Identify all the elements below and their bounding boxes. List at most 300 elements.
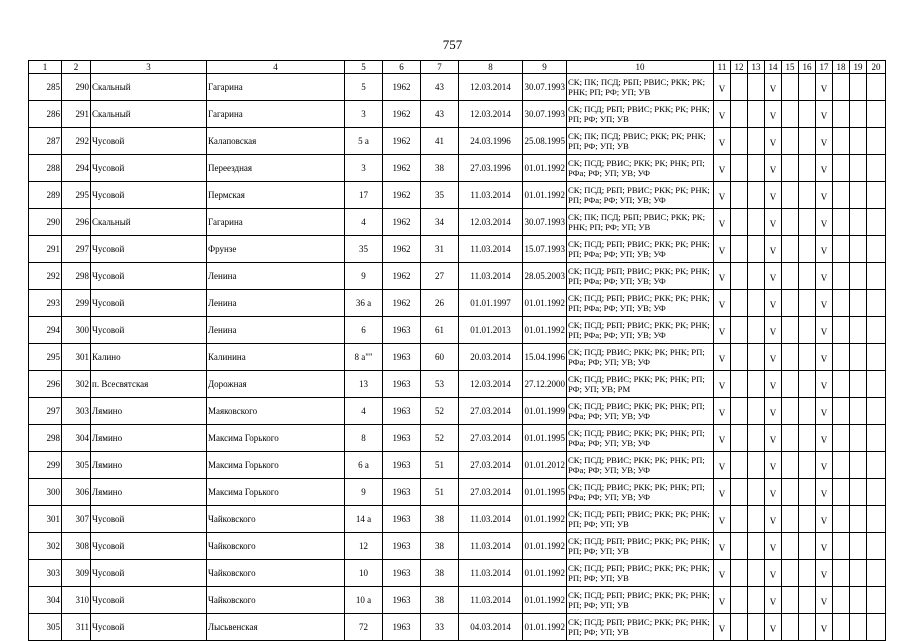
wear-percent-cell: 53	[421, 371, 459, 398]
mark-cell	[731, 128, 748, 155]
survey-date-cell: 12.03.2014	[459, 74, 523, 101]
house-id-cell: 310	[62, 587, 91, 614]
mark-cell	[867, 371, 886, 398]
column-header: 3	[91, 61, 207, 74]
row-number-cell: 287	[29, 128, 62, 155]
privatization-date-cell: 01.01.1992	[523, 290, 567, 317]
table-row	[29, 479, 886, 506]
house-number-cell: 36 а	[345, 290, 383, 317]
settlement-cell: Чусовой	[91, 128, 207, 155]
house-number-cell: 14 а	[345, 506, 383, 533]
table-row	[29, 182, 886, 209]
mark-cell	[833, 344, 850, 371]
build-year-cell: 1962	[383, 290, 421, 317]
mark-cell	[748, 560, 765, 587]
house-id-cell: 309	[62, 560, 91, 587]
mark-cell	[867, 560, 886, 587]
mark-cell	[748, 209, 765, 236]
build-year-cell: 1963	[383, 317, 421, 344]
build-year-cell: 1963	[383, 506, 421, 533]
mark-cell	[748, 128, 765, 155]
mark-cell	[748, 398, 765, 425]
street-cell: Гагарина	[207, 101, 345, 128]
mark-cell	[731, 398, 748, 425]
mark-cell	[833, 560, 850, 587]
privatization-date-cell: 01.01.1995	[523, 479, 567, 506]
street-cell: Чайковского	[207, 506, 345, 533]
mark-cell	[867, 155, 886, 182]
mark-cell	[850, 182, 867, 209]
mark-cell	[748, 182, 765, 209]
mark-cell	[731, 560, 748, 587]
work-types-cell: СК; ПСД; РБП; РВИС; РКК; РК; РНК; РП; РФ; УП; УВ	[567, 587, 714, 614]
row-number-cell: 300	[29, 479, 62, 506]
mark-cell: V	[714, 614, 731, 641]
privatization-date-cell: 15.07.1993	[523, 236, 567, 263]
settlement-cell: Чусовой	[91, 155, 207, 182]
mark-cell: V	[765, 317, 782, 344]
mark-cell: V	[765, 452, 782, 479]
mark-cell: V	[714, 128, 731, 155]
privatization-date-cell: 01.01.1995	[523, 425, 567, 452]
mark-cell	[748, 344, 765, 371]
survey-date-cell: 12.03.2014	[459, 101, 523, 128]
mark-cell	[850, 344, 867, 371]
street-cell: Переездная	[207, 155, 345, 182]
mark-cell: V	[816, 506, 833, 533]
mark-cell: V	[765, 344, 782, 371]
wear-percent-cell: 52	[421, 425, 459, 452]
mark-cell	[748, 371, 765, 398]
mark-cell	[867, 614, 886, 641]
mark-cell: V	[816, 479, 833, 506]
mark-cell	[867, 479, 886, 506]
mark-cell: V	[765, 398, 782, 425]
work-types-cell: СК; ПСД; РВИС; РКК; РК; РНК; РП; РФ; УП; УВ; РМ	[567, 371, 714, 398]
mark-cell	[799, 128, 816, 155]
mark-cell	[833, 290, 850, 317]
wear-percent-cell: 34	[421, 209, 459, 236]
survey-date-cell: 27.03.2014	[459, 425, 523, 452]
privatization-date-cell: 01.01.1992	[523, 506, 567, 533]
house-id-cell: 297	[62, 236, 91, 263]
wear-percent-cell: 35	[421, 182, 459, 209]
street-cell: Ленина	[207, 290, 345, 317]
mark-cell	[799, 209, 816, 236]
table-row	[29, 371, 886, 398]
mark-cell	[799, 398, 816, 425]
column-header: 9	[523, 61, 567, 74]
work-types-cell: СК; ПСД; РВИС; РКК; РК; РНК; РП; РФа; РФ; УП; УВ; УФ	[567, 452, 714, 479]
work-types-cell: СК; ПСД; РВИС; РКК; РК; РНК; РП; РФа; РФ; УП; УВ; УФ	[567, 344, 714, 371]
mark-cell	[731, 371, 748, 398]
table-row	[29, 344, 886, 371]
column-header: 10	[567, 61, 714, 74]
column-header: 11	[714, 61, 731, 74]
column-header: 16	[799, 61, 816, 74]
mark-cell	[799, 317, 816, 344]
mark-cell: V	[714, 236, 731, 263]
row-number-cell: 291	[29, 236, 62, 263]
house-id-cell: 306	[62, 479, 91, 506]
mark-cell	[850, 101, 867, 128]
house-id-cell: 291	[62, 101, 91, 128]
mark-cell: V	[765, 371, 782, 398]
privatization-date-cell: 01.01.1992	[523, 533, 567, 560]
column-header: 12	[731, 61, 748, 74]
survey-date-cell: 11.03.2014	[459, 263, 523, 290]
survey-date-cell: 11.03.2014	[459, 587, 523, 614]
mark-cell	[799, 614, 816, 641]
house-number-cell: 9	[345, 479, 383, 506]
mark-cell: V	[714, 209, 731, 236]
settlement-cell: Лямино	[91, 479, 207, 506]
work-types-cell: СК; ПСД; РБП; РВИС; РКК; РК; РНК; РП; РФа; РФ; УП; УВ; УФ	[567, 290, 714, 317]
mark-cell	[782, 155, 799, 182]
table-row	[29, 398, 886, 425]
privatization-date-cell: 01.01.1992	[523, 560, 567, 587]
settlement-cell: Чусовой	[91, 587, 207, 614]
house-number-cell: 6 а	[345, 452, 383, 479]
house-id-cell: 296	[62, 209, 91, 236]
mark-cell: V	[765, 533, 782, 560]
mark-cell	[731, 506, 748, 533]
house-number-cell: 3	[345, 101, 383, 128]
mark-cell	[833, 587, 850, 614]
wear-percent-cell: 26	[421, 290, 459, 317]
mark-cell	[867, 128, 886, 155]
mark-cell	[731, 587, 748, 614]
work-types-cell: СК; ПСД; РБП; РВИС; РКК; РК; РНК; РП; РФа; РФ; УП; УВ; УФ	[567, 263, 714, 290]
build-year-cell: 1963	[383, 614, 421, 641]
mark-cell	[782, 614, 799, 641]
mark-cell: V	[765, 560, 782, 587]
settlement-cell: Чусовой	[91, 533, 207, 560]
mark-cell	[731, 317, 748, 344]
mark-cell: V	[765, 101, 782, 128]
row-number-cell: 303	[29, 560, 62, 587]
mark-cell	[850, 614, 867, 641]
street-cell: Калинина	[207, 344, 345, 371]
work-types-cell: СК; ПСД; РБП; РВИС; РКК; РК; РНК; РП; РФа; РФ; УП; УВ; УФ	[567, 182, 714, 209]
house-id-cell: 290	[62, 74, 91, 101]
build-year-cell: 1962	[383, 263, 421, 290]
mark-cell: V	[714, 425, 731, 452]
settlement-cell: Чусовой	[91, 317, 207, 344]
mark-cell	[799, 263, 816, 290]
house-id-cell: 299	[62, 290, 91, 317]
build-year-cell: 1962	[383, 236, 421, 263]
street-cell: Максима Горького	[207, 425, 345, 452]
build-year-cell: 1963	[383, 452, 421, 479]
mark-cell: V	[714, 533, 731, 560]
mark-cell: V	[816, 155, 833, 182]
wear-percent-cell: 38	[421, 560, 459, 587]
street-cell: Маяковского	[207, 398, 345, 425]
wear-percent-cell: 38	[421, 506, 459, 533]
mark-cell	[850, 506, 867, 533]
wear-percent-cell: 51	[421, 452, 459, 479]
survey-date-cell: 11.03.2014	[459, 236, 523, 263]
mark-cell	[833, 533, 850, 560]
survey-date-cell: 01.01.2013	[459, 317, 523, 344]
mark-cell	[731, 533, 748, 560]
mark-cell	[867, 452, 886, 479]
column-header: 20	[867, 61, 886, 74]
work-types-cell: СК; ПСД; РБП; РВИС; РКК; РК; РНК; РП; РФ; УП; УВ	[567, 614, 714, 641]
survey-date-cell: 24.03.1996	[459, 128, 523, 155]
build-year-cell: 1962	[383, 101, 421, 128]
mark-cell: V	[714, 263, 731, 290]
mark-cell: V	[765, 425, 782, 452]
mark-cell	[833, 155, 850, 182]
mark-cell	[833, 398, 850, 425]
house-number-cell: 8 а""	[345, 344, 383, 371]
settlement-cell: Скальный	[91, 74, 207, 101]
mark-cell	[867, 506, 886, 533]
mark-cell	[731, 101, 748, 128]
work-types-cell: СК; ПСД; РБП; РВИС; РКК; РК; РНК; РП; РФ; УП; УВ	[567, 533, 714, 560]
survey-date-cell: 20.03.2014	[459, 344, 523, 371]
privatization-date-cell: 01.01.1992	[523, 614, 567, 641]
row-number-cell: 299	[29, 452, 62, 479]
mark-cell	[748, 506, 765, 533]
mark-cell: V	[816, 452, 833, 479]
mark-cell	[867, 290, 886, 317]
housing-register-table	[28, 60, 886, 641]
wear-percent-cell: 38	[421, 587, 459, 614]
house-number-cell: 6	[345, 317, 383, 344]
work-types-cell: СК; ПСД; РВИС; РКК; РК; РНК; РП; РФа; РФ; УП; УВ; УФ	[567, 425, 714, 452]
survey-date-cell: 04.03.2014	[459, 614, 523, 641]
column-header: 7	[421, 61, 459, 74]
privatization-date-cell: 01.01.1992	[523, 155, 567, 182]
mark-cell	[782, 263, 799, 290]
survey-date-cell: 11.03.2014	[459, 533, 523, 560]
mark-cell	[833, 317, 850, 344]
mark-cell: V	[816, 533, 833, 560]
mark-cell	[748, 290, 765, 317]
mark-cell	[731, 479, 748, 506]
build-year-cell: 1963	[383, 533, 421, 560]
work-types-cell: СК; ПСД; РВИС; РКК; РК; РНК; РП; РФа; РФ; УП; УВ; УФ	[567, 155, 714, 182]
house-id-cell: 307	[62, 506, 91, 533]
mark-cell	[748, 155, 765, 182]
settlement-cell: Лямино	[91, 425, 207, 452]
mark-cell: V	[765, 209, 782, 236]
mark-cell	[833, 128, 850, 155]
survey-date-cell: 27.03.2014	[459, 452, 523, 479]
privatization-date-cell: 28.05.2003	[523, 263, 567, 290]
mark-cell	[850, 587, 867, 614]
mark-cell	[867, 236, 886, 263]
mark-cell	[782, 101, 799, 128]
mark-cell: V	[816, 74, 833, 101]
mark-cell	[850, 425, 867, 452]
mark-cell	[850, 290, 867, 317]
table-row	[29, 452, 886, 479]
row-number-cell: 297	[29, 398, 62, 425]
mark-cell	[833, 371, 850, 398]
street-cell: Гагарина	[207, 209, 345, 236]
mark-cell: V	[816, 101, 833, 128]
mark-cell: V	[816, 236, 833, 263]
wear-percent-cell: 43	[421, 101, 459, 128]
mark-cell	[867, 344, 886, 371]
privatization-date-cell: 01.01.1992	[523, 182, 567, 209]
row-number-cell: 289	[29, 182, 62, 209]
mark-cell	[799, 452, 816, 479]
mark-cell	[850, 560, 867, 587]
survey-date-cell: 11.03.2014	[459, 182, 523, 209]
column-header: 1	[29, 61, 62, 74]
mark-cell	[867, 209, 886, 236]
privatization-date-cell: 15.04.1996	[523, 344, 567, 371]
privatization-date-cell: 01.01.1992	[523, 317, 567, 344]
privatization-date-cell: 30.07.1993	[523, 209, 567, 236]
mark-cell	[833, 506, 850, 533]
wear-percent-cell: 38	[421, 533, 459, 560]
mark-cell: V	[816, 182, 833, 209]
mark-cell: V	[714, 101, 731, 128]
mark-cell: V	[816, 614, 833, 641]
survey-date-cell: 27.03.2014	[459, 398, 523, 425]
wear-percent-cell: 41	[421, 128, 459, 155]
mark-cell	[731, 209, 748, 236]
row-number-cell: 296	[29, 371, 62, 398]
mark-cell	[850, 209, 867, 236]
work-types-cell: СК; ПСД; РБП; РВИС; РКК; РК; РНК; РП; РФ; УП; УВ	[567, 101, 714, 128]
house-number-cell: 10	[345, 560, 383, 587]
mark-cell	[850, 533, 867, 560]
survey-date-cell: 01.01.1997	[459, 290, 523, 317]
mark-cell	[850, 155, 867, 182]
house-number-cell: 35	[345, 236, 383, 263]
mark-cell	[850, 398, 867, 425]
column-header: 15	[782, 61, 799, 74]
house-number-cell: 4	[345, 398, 383, 425]
mark-cell: V	[816, 371, 833, 398]
house-id-cell: 301	[62, 344, 91, 371]
survey-date-cell: 27.03.2014	[459, 479, 523, 506]
wear-percent-cell: 31	[421, 236, 459, 263]
mark-cell	[731, 155, 748, 182]
column-number-row	[29, 61, 886, 74]
mark-cell	[799, 101, 816, 128]
work-types-cell: СК; ПСД; РБП; РВИС; РКК; РК; РНК; РП; РФа; РФ; УП; УВ; УФ	[567, 317, 714, 344]
mark-cell: V	[765, 155, 782, 182]
mark-cell	[850, 452, 867, 479]
mark-cell	[833, 614, 850, 641]
privatization-date-cell: 01.01.1999	[523, 398, 567, 425]
mark-cell: V	[816, 398, 833, 425]
mark-cell	[782, 560, 799, 587]
table-row	[29, 533, 886, 560]
mark-cell	[833, 425, 850, 452]
settlement-cell: Скальный	[91, 209, 207, 236]
build-year-cell: 1963	[383, 587, 421, 614]
mark-cell	[867, 533, 886, 560]
mark-cell	[731, 452, 748, 479]
build-year-cell: 1963	[383, 425, 421, 452]
house-id-cell: 292	[62, 128, 91, 155]
house-number-cell: 3	[345, 155, 383, 182]
street-cell: Чайковского	[207, 533, 345, 560]
column-header: 8	[459, 61, 523, 74]
mark-cell	[850, 236, 867, 263]
mark-cell	[799, 425, 816, 452]
mark-cell	[799, 182, 816, 209]
mark-cell: V	[816, 560, 833, 587]
table-row	[29, 317, 886, 344]
mark-cell	[867, 182, 886, 209]
mark-cell	[867, 74, 886, 101]
mark-cell	[833, 209, 850, 236]
table-row	[29, 209, 886, 236]
column-header: 17	[816, 61, 833, 74]
mark-cell	[748, 479, 765, 506]
house-id-cell: 294	[62, 155, 91, 182]
street-cell: Калаповская	[207, 128, 345, 155]
mark-cell	[799, 290, 816, 317]
settlement-cell: Чусовой	[91, 506, 207, 533]
table-row	[29, 155, 886, 182]
house-id-cell: 305	[62, 452, 91, 479]
build-year-cell: 1963	[383, 398, 421, 425]
mark-cell	[782, 344, 799, 371]
house-id-cell: 300	[62, 317, 91, 344]
mark-cell: V	[714, 317, 731, 344]
mark-cell	[782, 479, 799, 506]
privatization-date-cell: 30.07.1993	[523, 74, 567, 101]
mark-cell	[799, 74, 816, 101]
mark-cell: V	[714, 560, 731, 587]
mark-cell	[748, 452, 765, 479]
street-cell: Ленина	[207, 263, 345, 290]
mark-cell	[782, 317, 799, 344]
mark-cell	[799, 155, 816, 182]
survey-date-cell: 11.03.2014	[459, 506, 523, 533]
table-row	[29, 128, 886, 155]
mark-cell	[782, 290, 799, 317]
house-number-cell: 5 а	[345, 128, 383, 155]
work-types-cell: СК; ПСД; РБП; РВИС; РКК; РК; РНК; РП; РФ; УП; УВ	[567, 560, 714, 587]
row-number-cell: 302	[29, 533, 62, 560]
mark-cell	[782, 371, 799, 398]
house-number-cell: 5	[345, 74, 383, 101]
build-year-cell: 1963	[383, 560, 421, 587]
street-cell: Максима Горького	[207, 479, 345, 506]
mark-cell: V	[765, 236, 782, 263]
row-number-cell: 285	[29, 74, 62, 101]
row-number-cell: 298	[29, 425, 62, 452]
mark-cell	[782, 587, 799, 614]
street-cell: Пермская	[207, 182, 345, 209]
survey-date-cell: 11.03.2014	[459, 560, 523, 587]
house-number-cell: 8	[345, 425, 383, 452]
mark-cell	[850, 74, 867, 101]
mark-cell: V	[765, 506, 782, 533]
column-header: 5	[345, 61, 383, 74]
house-id-cell: 304	[62, 425, 91, 452]
mark-cell: V	[765, 74, 782, 101]
work-types-cell: СК; ПК; ПСД; РВИС; РКК; РК; РНК; РП; РФ; УП; УВ	[567, 128, 714, 155]
settlement-cell: Чусовой	[91, 182, 207, 209]
street-cell: Ленина	[207, 317, 345, 344]
wear-percent-cell: 61	[421, 317, 459, 344]
wear-percent-cell: 33	[421, 614, 459, 641]
street-cell: Максима Горького	[207, 452, 345, 479]
